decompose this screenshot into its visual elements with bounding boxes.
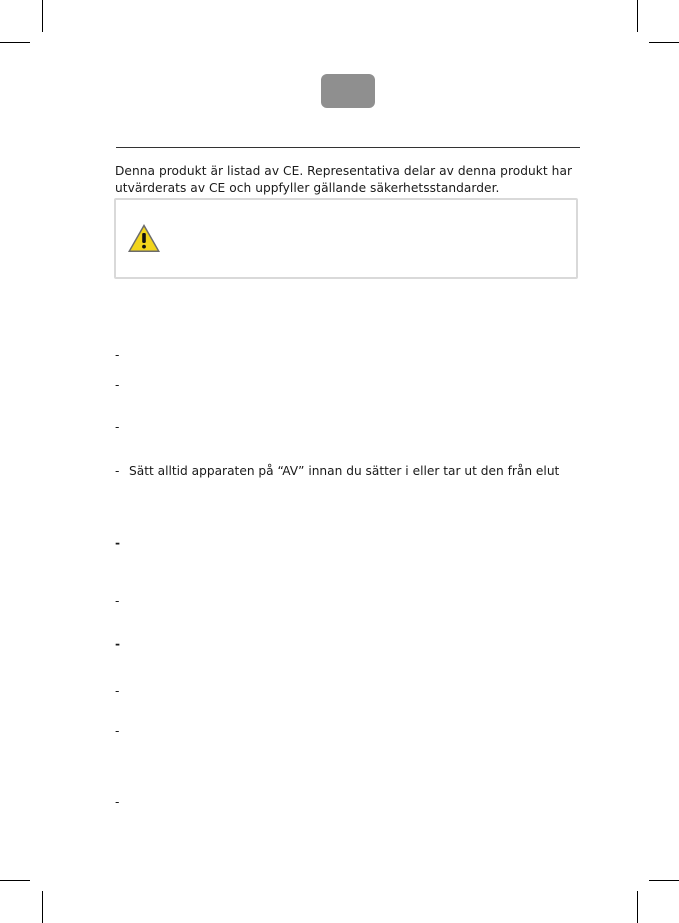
list-marker: - — [115, 536, 121, 550]
crop-mark-bottom-left-horizontal — [0, 880, 30, 881]
list-item — [115, 723, 129, 739]
list-item — [115, 535, 129, 551]
list-item — [115, 377, 129, 393]
list-marker: - — [115, 684, 120, 698]
list-marker: - — [115, 637, 121, 651]
list-marker: - — [115, 420, 120, 434]
page-number-tab — [321, 74, 375, 108]
crop-mark-top-left-horizontal — [0, 42, 30, 43]
intro-line: Denna produkt är listad av CE. Representativa delar av denna produkt har — [115, 164, 573, 178]
list-marker: - — [115, 378, 120, 392]
list-marker: - — [115, 795, 120, 809]
intro-paragraph — [115, 163, 585, 197]
list-item — [115, 794, 129, 810]
list-marker: - — [115, 594, 120, 608]
list-marker: - — [115, 348, 120, 362]
list-item-text: Sätt alltid apparaten på “AV” innan du sätter i eller tar ut den från elut — [129, 464, 560, 478]
crop-mark-top-right-horizontal — [649, 42, 679, 43]
crop-mark-bottom-left-vertical — [42, 891, 43, 923]
list-item — [115, 593, 129, 609]
list-marker: - — [115, 724, 120, 738]
crop-mark-bottom-right-vertical — [637, 891, 638, 923]
warning-triangle-icon — [126, 222, 162, 254]
list-item — [115, 636, 129, 652]
list-item — [115, 419, 129, 435]
warning-box — [114, 198, 578, 279]
list-item — [115, 347, 129, 363]
list-item — [115, 683, 129, 699]
crop-mark-top-left-vertical — [42, 0, 43, 32]
list-item — [115, 463, 559, 479]
section-divider — [116, 147, 580, 148]
crop-mark-bottom-right-horizontal — [649, 880, 679, 881]
intro-line: utvärderats av CE och uppfyller gällande säkerhetsstandarder. — [115, 181, 500, 195]
list-marker: - — [115, 464, 120, 478]
crop-mark-top-right-vertical — [637, 0, 638, 32]
